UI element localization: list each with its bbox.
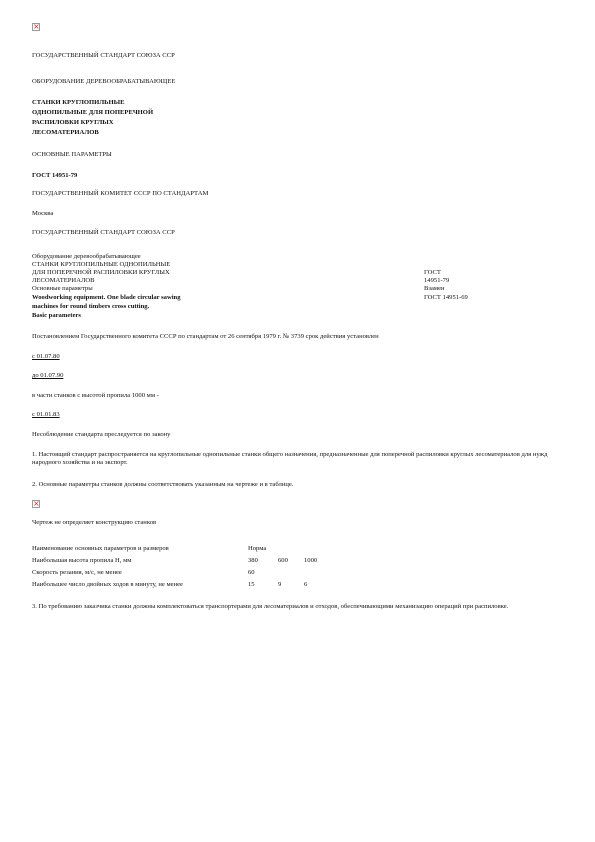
title-block-left-line: ДЛЯ ПОПЕРЕЧНОЙ РАСПИЛОВКИ КРУГЛЫХ: [32, 269, 170, 276]
title-line-4: ЛЕСОМАТЕРИАЛОВ: [32, 129, 99, 136]
table-cell-value: 6: [304, 581, 308, 588]
table-row: [32, 579, 324, 591]
committee-name: ГОСУДАРСТВЕННЫЙ КОМИТЕТ СССР ПО СТАНДАРТАМ: [32, 190, 209, 197]
title-block-right-line: Взамен: [424, 285, 445, 292]
date-note: в части станков с высотой пропила 1000 мм -: [32, 392, 159, 399]
violation-note: Несоблюдение стандарта преследуется по закону: [32, 431, 171, 438]
decree-text: Постановлением Государственного комитета СССР по стандартам от 26 сентября 1979 г. № 3739 срок действия установлен: [32, 333, 379, 340]
table-cell-value: 600: [278, 557, 288, 564]
title-block-left-line: Основные параметры: [32, 285, 93, 292]
standard-union-heading: ГОСУДАРСТВЕННЫЙ СТАНДАРТ СОЮЗА ССР: [32, 52, 175, 59]
table-cell-param: Наибольшая высота пропила H, мм: [32, 557, 132, 564]
paragraph-1: 1. Настоящий стандарт распространяется на круглопильные однопильные станки общего назначения, предназначенные для поперечной распиловки круглых лесоматериалов для нужд народного хозяйства и на экспорт.: [32, 451, 548, 466]
table-cell-value: 1000: [304, 557, 318, 564]
title-block-left-line: СТАНКИ КРУГЛОПИЛЬНЫЕ ОДНОПИЛЬНЫЕ: [32, 261, 171, 268]
title-line-2: ОДНОПИЛЬНЫЕ ДЛЯ ПОПЕРЕЧНОЙ: [32, 109, 154, 116]
table-cell-param: Скорость резания, м/с, не менее: [32, 569, 122, 576]
date-to: до 01.07.90: [32, 372, 64, 379]
standard-union-heading-2: ГОСУДАРСТВЕННЫЙ СТАНДАРТ СОЮЗА ССР: [32, 229, 175, 236]
paragraph-3: 3. По требованию заказчика станки должны комплектоваться транспортерами для лесоматериалов и отходов, обеспечивающими механизацию операций при распиловке.: [32, 603, 509, 610]
city: Москва: [32, 210, 54, 217]
title-block-left-line: ЛЕСОМАТЕРИАЛОВ: [32, 277, 95, 284]
table-cell-value: 15: [248, 581, 255, 588]
table-cell-value: [304, 567, 324, 579]
drawing-image-icon: ×: [33, 499, 40, 508]
title-block-left-line: Оборудование деревообрабатывающее: [32, 253, 141, 260]
table-cell-value: 60: [248, 569, 255, 576]
date-from-2: с 01.01.83: [32, 411, 60, 418]
title-block-left-line: Basic parameters: [32, 312, 81, 319]
drawing-note: Чертеж не определяет конструкцию станков: [32, 519, 157, 526]
table-cell-value: 380: [248, 557, 258, 564]
title-block-left-line: machines for round timbers cross cutting.: [32, 303, 150, 310]
table-header-norm: Норма: [248, 545, 267, 552]
table-row: [32, 567, 324, 579]
date-from: с 01.07.80: [32, 353, 60, 360]
table-row: [32, 555, 324, 567]
title-block-left-line: Woodworking equipment. One blade circular sawing: [32, 294, 181, 301]
title-line-3: РАСПИЛОВКИ КРУГЛЫХ: [32, 119, 114, 126]
table-cell-value: 9: [278, 581, 282, 588]
title-block-right-line: ГОСТ: [424, 269, 441, 276]
title-block-right-line: 14951-79: [424, 277, 450, 284]
category-heading: ОБОРУДОВАНИЕ ДЕРЕВООБРАБАТЫВАЮЩЕЕ: [32, 78, 176, 85]
table-cell-param: Наибольшее число двойных ходов в минуту, не менее: [32, 581, 183, 588]
paragraph-2: 2. Основные параметры станков должны соответствовать указанным на чертеже и в таблице.: [32, 481, 294, 488]
parameters-table: [32, 543, 324, 591]
table-header-name: Наименование основных параметров и размеров: [32, 545, 169, 552]
table-header-row: [32, 543, 324, 555]
broken-image-icon: ×: [33, 22, 40, 31]
gost-number: ГОСТ 14951-79: [32, 172, 78, 179]
title-line-1: СТАНКИ КРУГЛОПИЛЬНЫЕ: [32, 99, 125, 106]
table-cell-value: [278, 567, 304, 579]
title-block-right-line: ГОСТ 14951-69: [424, 294, 468, 301]
subtitle: ОСНОВНЫЕ ПАРАМЕТРЫ: [32, 151, 112, 158]
